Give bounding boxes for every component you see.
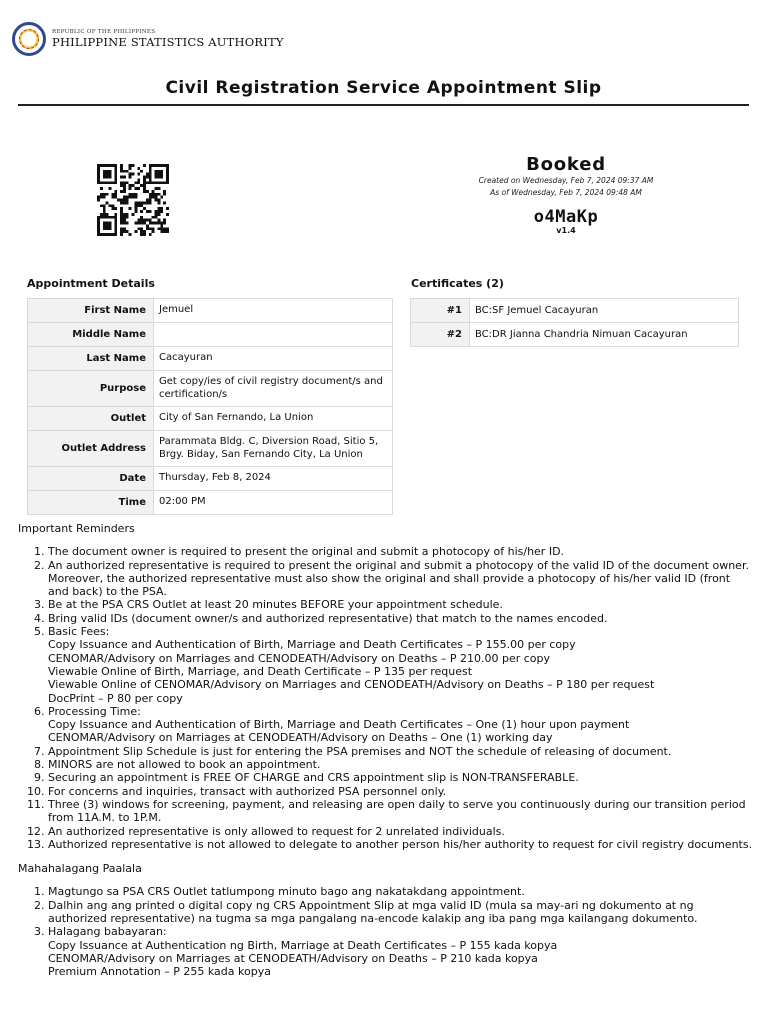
list-item: 1. Magtungo sa PSA CRS Outlet tatlumpong minuto bago ang nakatakdang appointment. (48, 885, 753, 898)
status-block (420, 154, 712, 235)
table-row (411, 323, 739, 347)
table-row (28, 299, 393, 323)
qr-code (96, 164, 170, 236)
certificate-value: BC:SF Jemuel Cacayuran (470, 299, 739, 323)
table-row (411, 299, 739, 323)
time-label: Time (28, 491, 154, 515)
fee-line: Premium Annotation – P 255 kada kopya (48, 965, 271, 979)
agency-header (12, 16, 284, 62)
list-item: 12. An authorized representative is only allowed to request for 2 unrelated individuals. (48, 825, 753, 838)
outlet-address-value: Parammata Bldg. C, Diversion Road, Sitio 5, Brgy. Biday, San Fernando City, La Union (154, 431, 393, 467)
table-row (28, 347, 393, 371)
certificate-number: #2 (411, 323, 470, 347)
middle-name-label: Middle Name (28, 323, 154, 347)
certificate-number: #1 (411, 299, 470, 323)
fee-line: CENOMAR/Advisory on Marriages and CENODEATH/Advisory on Deaths – P 210.00 per copy (48, 651, 551, 665)
list-item: 9. Securing an appointment is FREE OF CHARGE and CRS appointment slip is NON-TRANSFERABLE. (48, 771, 753, 784)
time-value: 02:00 PM (154, 491, 393, 515)
first-name-value: Jemuel (154, 299, 393, 323)
list-item: 5. Basic Fees: Copy Issuance and Authentication of Birth, Marriage and Death Certificates – P 155.00 per copy CENOMAR/Advisory on Marriages and CENODEATH/Advisory on Deaths – P 210.00 per copy Viewable Online of Birth, Marriage, and Death Certificate – P 135 per request Viewable Online of CENOMAR/Advisory on Marriages and CENODEATH/Advisory on Deaths – P 180 per request DocPrint – P 80 per copy (48, 625, 753, 705)
date-label: Date (28, 467, 154, 491)
processing-line: Copy Issuance and Authentication of Birth, Marriage and Death Certificates – One (1) hour upon payment (48, 718, 630, 732)
important-reminders-heading: Important Reminders (18, 522, 135, 535)
table-row (28, 467, 393, 491)
fee-line: CENOMAR/Advisory on Marriages at CENODEATH/Advisory on Deaths – P 210 kada kopya (48, 951, 538, 965)
list-item: 7. Appointment Slip Schedule is just for entering the PSA premises and NOT the schedule of releasing of document. (48, 745, 753, 758)
first-name-label: First Name (28, 299, 154, 323)
table-row (28, 491, 393, 515)
appointment-details-heading: Appointment Details (27, 277, 155, 290)
fee-line: DocPrint – P 80 per copy (48, 691, 183, 705)
certificates-heading: Certificates (2) (411, 277, 504, 290)
important-reminders-list (18, 545, 753, 851)
outlet-label: Outlet (28, 407, 154, 431)
created-timestamp: Created on Wednesday, Feb 7, 2024 09:37 AM (478, 176, 654, 185)
mahahalagang-paalala-list (18, 885, 753, 978)
list-item: 13. Authorized representative is not allowed to delegate to another person his/her authority to request for civil registry documents. (48, 838, 753, 851)
list-item: 1. The document owner is required to present the original and submit a photocopy of his/her ID. (48, 545, 753, 558)
outlet-value: City of San Fernando, La Union (154, 407, 393, 431)
republic-label: REPUBLIC OF THE PHILIPPINES (52, 28, 156, 35)
mahahalagang-paalala-heading: Mahahalagang Paalala (18, 862, 142, 876)
purpose-label: Purpose (28, 371, 154, 407)
certificate-value: BC:DR Jianna Chandria Nimuan Cacayuran (470, 323, 739, 347)
list-item: 2. Dalhin ang ang printed o digital copy ng CRS Appointment Slip at mga valid ID (mula sa may-ari ng dokumento at ng authorized representative) na tugma sa mga pangalang na-encode kalakip ang iba pang mga kailangang dokumento. (48, 899, 753, 926)
fee-line: Viewable Online of Birth, Marriage, and Death Certificate – P 135 per request (48, 664, 473, 678)
table-row (28, 407, 393, 431)
last-name-label: Last Name (28, 347, 154, 371)
last-name-value: Cacayuran (154, 347, 393, 371)
table-row (28, 323, 393, 347)
list-item: 4. Bring valid IDs (document owner/s and authorized representative) that match to the names encoded. (48, 612, 753, 625)
table-row (28, 371, 393, 407)
list-item: 6. Processing Time: Copy Issuance and Authentication of Birth, Marriage and Death Certificates – One (1) hour upon payment CENOMAR/Advisory on Marriages at CENODEATH/Advisory on Deaths – One (1) working day (48, 705, 753, 745)
table-row (28, 431, 393, 467)
as-of-timestamp: As of Wednesday, Feb 7, 2024 09:48 AM (490, 188, 642, 197)
certificates-table (410, 298, 739, 347)
list-item: 2. An authorized representative is required to present the original and submit a photocopy of the valid ID of the document owner. Moreover, the authorized representative must also show the original and shall provide a photocopy of his/her valid ID (front and back) to the PSA. (48, 559, 753, 599)
status-label: Booked (526, 154, 606, 175)
outlet-address-label: Outlet Address (28, 431, 154, 467)
title-divider (18, 104, 749, 106)
version-label: v1.4 (556, 226, 576, 235)
fee-line: Copy Issuance and Authentication of Birth, Marriage and Death Certificates – P 155.00 per copy (48, 638, 576, 652)
fee-line: Viewable Online of CENOMAR/Advisory on Marriages and CENODEATH/Advisory on Deaths – P 180 per request (48, 678, 655, 692)
page-title: Civil Registration Service Appointment Slip (165, 78, 602, 98)
list-item: 8. MINORS are not allowed to book an appointment. (48, 758, 753, 771)
agency-name: PHILIPPINE STATISTICS AUTHORITY (52, 35, 284, 49)
list-item: 11. Three (3) windows for screening, payment, and releasing are open daily to serve you continuously during our transition period from 11A.M. to 1P.M. (48, 798, 753, 825)
list-item: 3. Be at the PSA CRS Outlet at least 20 minutes BEFORE your appointment schedule. (48, 598, 753, 611)
purpose-value: Get copy/ies of civil registry document/s and certification/s (154, 371, 393, 407)
reminders-section (18, 522, 753, 979)
reference-code: o4MaKp (533, 207, 599, 227)
psa-seal-logo (12, 22, 46, 56)
fee-line: Copy Issuance at Authentication ng Birth, Marriage at Death Certificates – P 155 kada kopya (48, 938, 558, 952)
list-item: 3. Halagang babayaran: Copy Issuance at Authentication ng Birth, Marriage at Death Certificates – P 155 kada kopya CENOMAR/Advisory on Marriages at CENODEATH/Advisory on Deaths – P 210 kada kopya Premium Annotation – P 255 kada kopya (48, 925, 753, 978)
agency-name-block (52, 30, 284, 49)
date-value: Thursday, Feb 8, 2024 (154, 467, 393, 491)
middle-name-value (154, 323, 393, 347)
list-item: 10. For concerns and inquiries, transact with authorized PSA personnel only. (48, 785, 753, 798)
appointment-details-table (27, 298, 393, 515)
processing-line: CENOMAR/Advisory on Marriages at CENODEATH/Advisory on Deaths – One (1) working day (48, 731, 553, 745)
